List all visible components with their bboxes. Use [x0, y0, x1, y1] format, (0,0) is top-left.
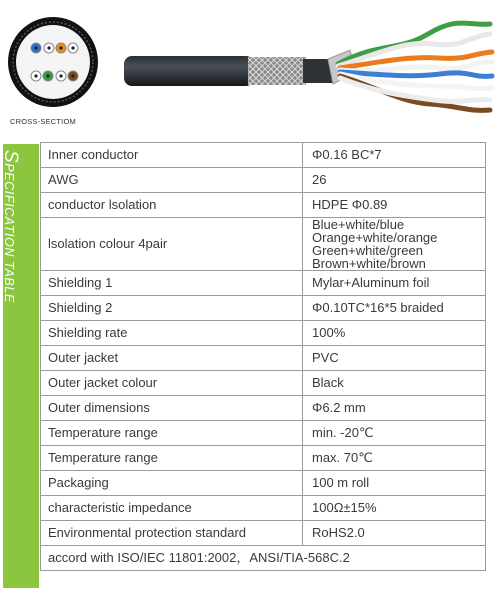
spec-key: Temperature range: [41, 421, 303, 446]
spec-key: Shielding rate: [41, 321, 303, 346]
spec-row: [41, 271, 486, 296]
spec-key: Temperature range: [41, 446, 303, 471]
spec-value: PVC: [303, 346, 486, 371]
cable-side-view-image: [118, 12, 498, 122]
spec-value: min. -20℃: [303, 421, 486, 446]
spec-key: Shielding 2: [41, 296, 303, 321]
spec-key: Inner conductor: [41, 143, 303, 168]
spec-row: [41, 168, 486, 193]
spec-value: Black: [303, 371, 486, 396]
spec-value: 100 m roll: [303, 471, 486, 496]
spec-value-line: Orange+white/orange: [312, 230, 438, 245]
spec-sidebar-title: [0, 150, 21, 303]
spec-sidebar-title-initial: S: [0, 150, 21, 164]
spec-value: Φ6.2 mm: [303, 396, 486, 421]
spec-row: [41, 471, 486, 496]
spec-value-line: Blue+white/blue: [312, 217, 405, 232]
spec-row: [41, 143, 486, 168]
spec-key: Environmental protection standard: [41, 521, 303, 546]
spec-row: [41, 296, 486, 321]
spec-key: Shielding 1: [41, 271, 303, 296]
spec-sidebar-title-rest: PECIFICATION TABLE: [2, 163, 16, 303]
spec-footer-row: [41, 546, 486, 571]
spec-table-body: [41, 143, 486, 571]
spec-row: [41, 496, 486, 521]
cross-section-diagram: [6, 10, 100, 114]
spec-value: RoHS2.0: [303, 521, 486, 546]
spec-row: [41, 396, 486, 421]
spec-key: Packaging: [41, 471, 303, 496]
spec-row: [41, 521, 486, 546]
spec-value: Mylar+Aluminum foil: [303, 271, 486, 296]
spec-row: [41, 421, 486, 446]
spec-row: [41, 346, 486, 371]
spec-row: [41, 218, 486, 271]
spec-value: Φ0.10TC*16*5 braided: [303, 296, 486, 321]
spec-key: AWG: [41, 168, 303, 193]
spec-value: [303, 218, 486, 271]
spec-value: HDPE Φ0.89: [303, 193, 486, 218]
spec-value: 100%: [303, 321, 486, 346]
spec-value-line: Green+white/green: [312, 243, 423, 258]
spec-key: conductor lsolation: [41, 193, 303, 218]
spec-key: Outer jacket: [41, 346, 303, 371]
spec-value: Φ0.16 BC*7: [303, 143, 486, 168]
spec-key: Outer jacket colour: [41, 371, 303, 396]
spec-value: max. 70℃: [303, 446, 486, 471]
spec-value: 100Ω±15%: [303, 496, 486, 521]
cable-cross-section-icon: [6, 10, 100, 114]
standards-compliance-note: accord with ISO/IEC 11801:2002，ANSI/TIA-568C.2: [41, 546, 486, 571]
cross-section-label: CROSS-SECTIOM: [10, 117, 76, 126]
spec-row: [41, 321, 486, 346]
spec-row: [41, 193, 486, 218]
spec-value: 26: [303, 168, 486, 193]
spec-key: lsolation colour 4pair: [41, 218, 303, 271]
spec-table: [40, 142, 486, 571]
spec-row: [41, 446, 486, 471]
spec-key: characteristic impedance: [41, 496, 303, 521]
spec-row: [41, 371, 486, 396]
spec-value-line: Brown+white/brown: [312, 256, 426, 271]
spec-key: Outer dimensions: [41, 396, 303, 421]
